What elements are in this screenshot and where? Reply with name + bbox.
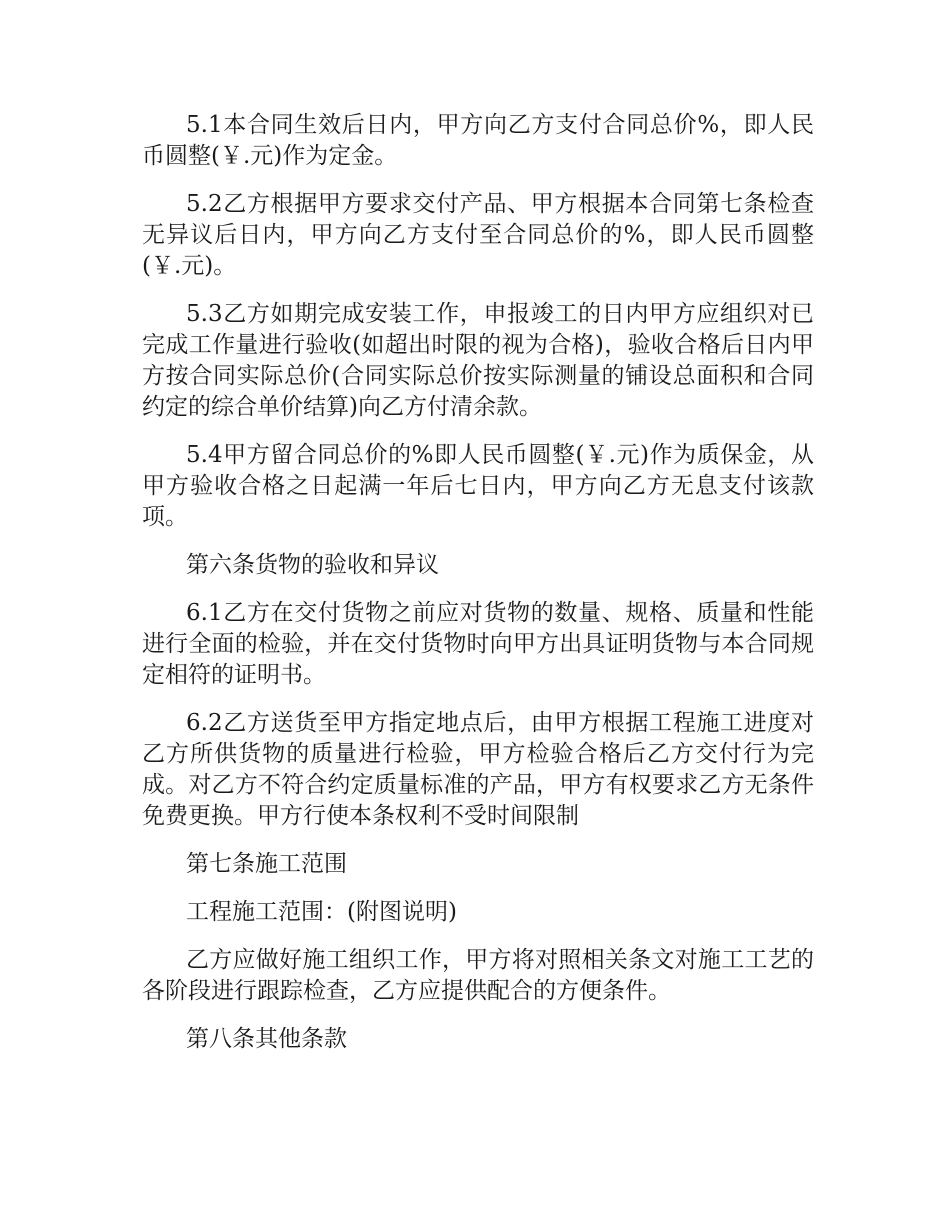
article-8-heading: 第八条其他条款 [186,1026,347,1052]
clause-5-4: 5.4甲方留合同总价的%即人民币圆整(￥.元)作为质保金，从甲方验收合格之日起满一年后七日内，甲方向乙方无息支付该款项。 [142,442,814,530]
article-6-heading: 第六条货物的验收和异议 [186,552,439,578]
document-page [142,110,814,1072]
article-7-heading: 第七条施工范围 [186,851,347,877]
clause-5-2: 5.2乙方根据甲方要求交付产品、甲方根据本合同第七条检查无异议后日内，甲方向乙方支付至合同总价的%，即人民币圆整(￥.元)。 [142,191,814,279]
construction-organization: 乙方应做好施工组织工作，甲方将对照相关条文对施工工艺的各阶段进行跟踪检查，乙方应提供配合的方便条件。 [142,947,814,1004]
clause-5-1: 5.1本合同生效后日内，甲方向乙方支付合同总价%，即人民币圆整(￥.元)作为定金。 [142,112,814,169]
clause-6-1: 6.1乙方在交付货物之前应对货物的数量、规格、质量和性能进行全面的检验，并在交付货物时向甲方出具证明货物与本合同规定相符的证明书。 [142,600,814,688]
construction-scope: 工程施工范围：(附图说明) [186,899,457,925]
clause-5-3: 5.3乙方如期完成安装工作，申报竣工的日内甲方应组织对已完成工作量进行验收(如超出时限的视为合格)，验收合格后日内甲方按合同实际总价(合同实际总价按实际测量的铺设总面积和合同约定的综合单价结算)向乙方付清余款。 [142,301,814,420]
clause-6-2: 6.2乙方送货至甲方指定地点后，由甲方根据工程施工进度对乙方所供货物的质量进行检验，甲方检验合格后乙方交付行为完成。对乙方不符合约定质量标准的产品，甲方有权要求乙方无条件免费更换。甲方行使本条权利不受时间限制 [142,710,814,829]
